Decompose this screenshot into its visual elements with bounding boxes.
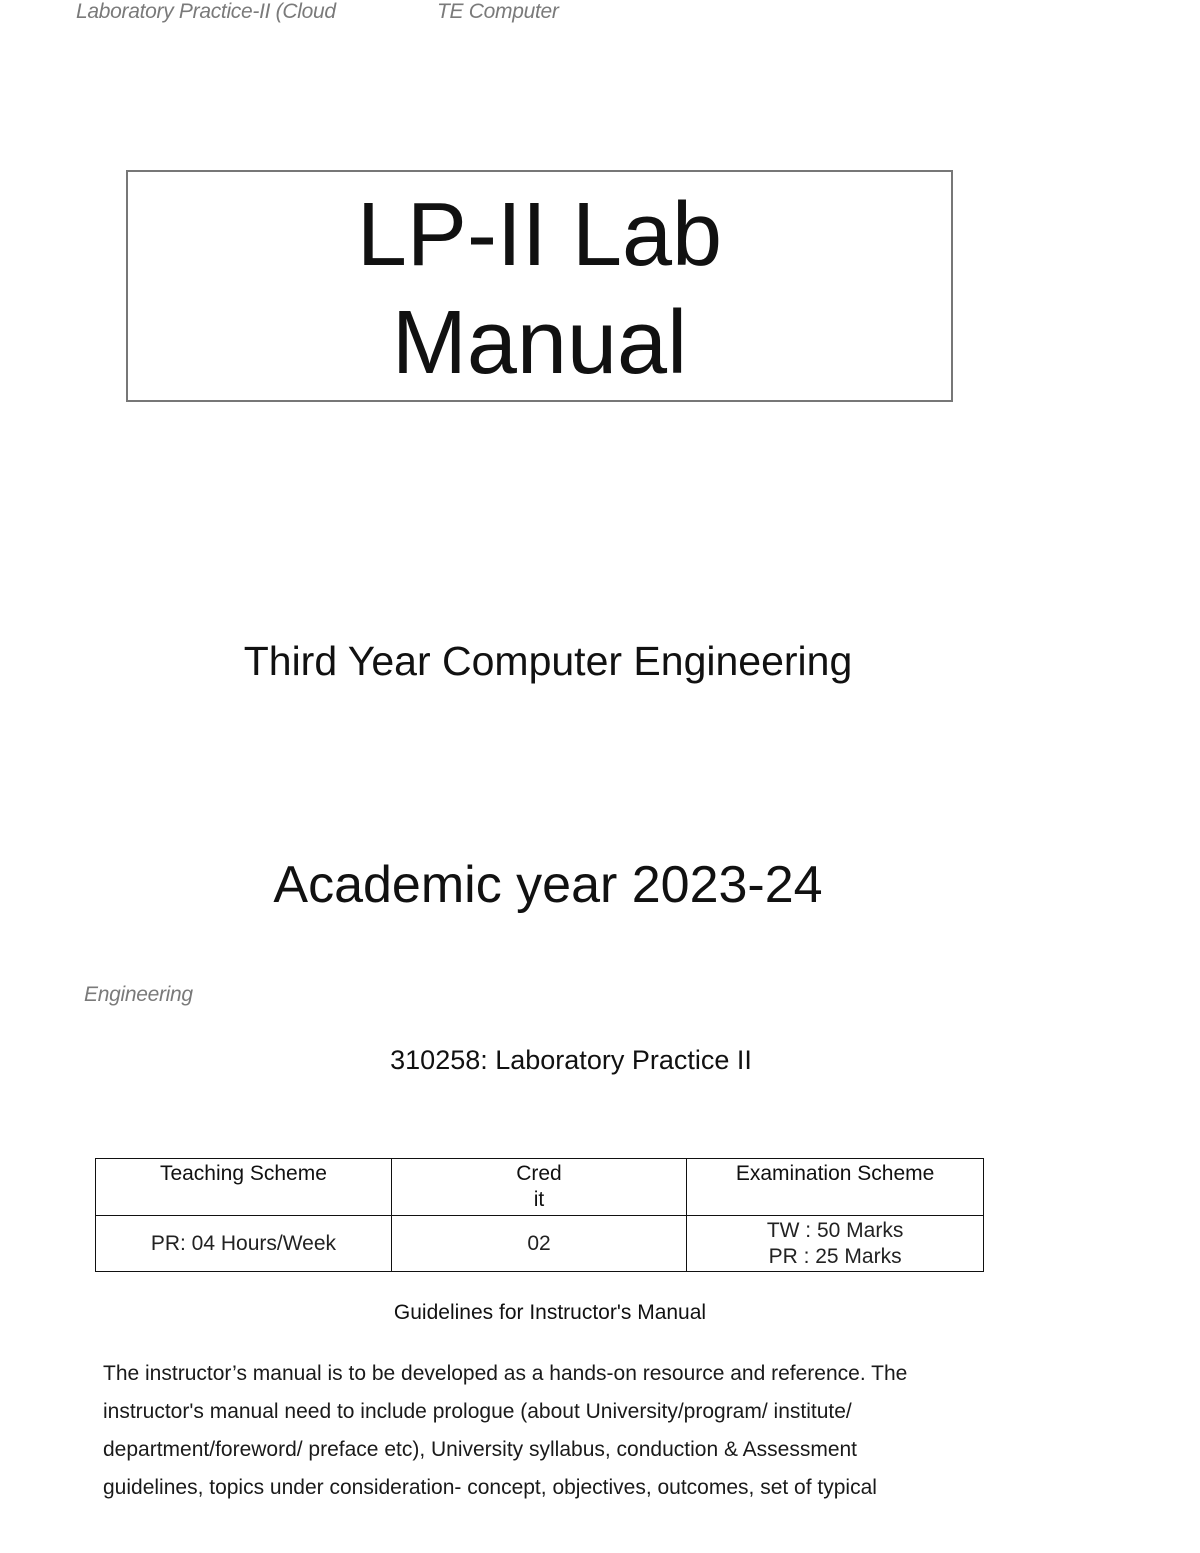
paragraph-line: guidelines, topics under consideration- concept, objectives, outcomes, set of typical [103, 1476, 877, 1499]
paragraph-line: The instructor’s manual is to be developed as a hands-on resource and reference. The [103, 1362, 908, 1385]
header-credit [391, 1159, 686, 1216]
header-examination-scheme: Examination Scheme [687, 1159, 984, 1216]
paragraph-line: department/foreword/ preface etc), University syllabus, conduction & Assessment [103, 1438, 858, 1461]
running-header-left: Laboratory Practice-II (Cloud [76, 0, 336, 23]
header-credit-line-2: it [533, 1188, 545, 1211]
title-box [126, 170, 953, 402]
scheme-table [95, 1158, 984, 1272]
scheme-table-row [96, 1216, 984, 1272]
scheme-table-header-row [96, 1159, 984, 1216]
document-subtitle: Third Year Computer Engineering [243, 638, 853, 684]
document-title-line-1: LP-II Lab [356, 185, 723, 285]
header-teaching-scheme: Teaching Scheme [96, 1159, 392, 1216]
cell-exam-pr: PR : 25 Marks [768, 1244, 902, 1268]
cell-exam-tw: TW : 50 Marks [766, 1218, 904, 1242]
guidelines-heading: Guidelines for Instructor's Manual [393, 1301, 707, 1324]
cell-credit-value: 02 [391, 1216, 686, 1272]
academic-year: Academic year 2023-24 [273, 856, 823, 914]
cell-teaching-hours: PR: 04 Hours/Week [96, 1216, 392, 1272]
running-footer-left: Engineering [84, 983, 193, 1006]
running-header-right: TE Computer [437, 0, 559, 23]
course-code-heading: 310258: Laboratory Practice II [390, 1045, 752, 1075]
guidelines-paragraph [103, 1355, 983, 1507]
document-title-line-2: Manual [391, 293, 688, 393]
cell-exam-marks [687, 1216, 984, 1272]
header-credit-line-1: Cred [516, 1162, 562, 1185]
paragraph-line: instructor's manual need to include prologue (about University/program/ institute/ [103, 1400, 852, 1423]
